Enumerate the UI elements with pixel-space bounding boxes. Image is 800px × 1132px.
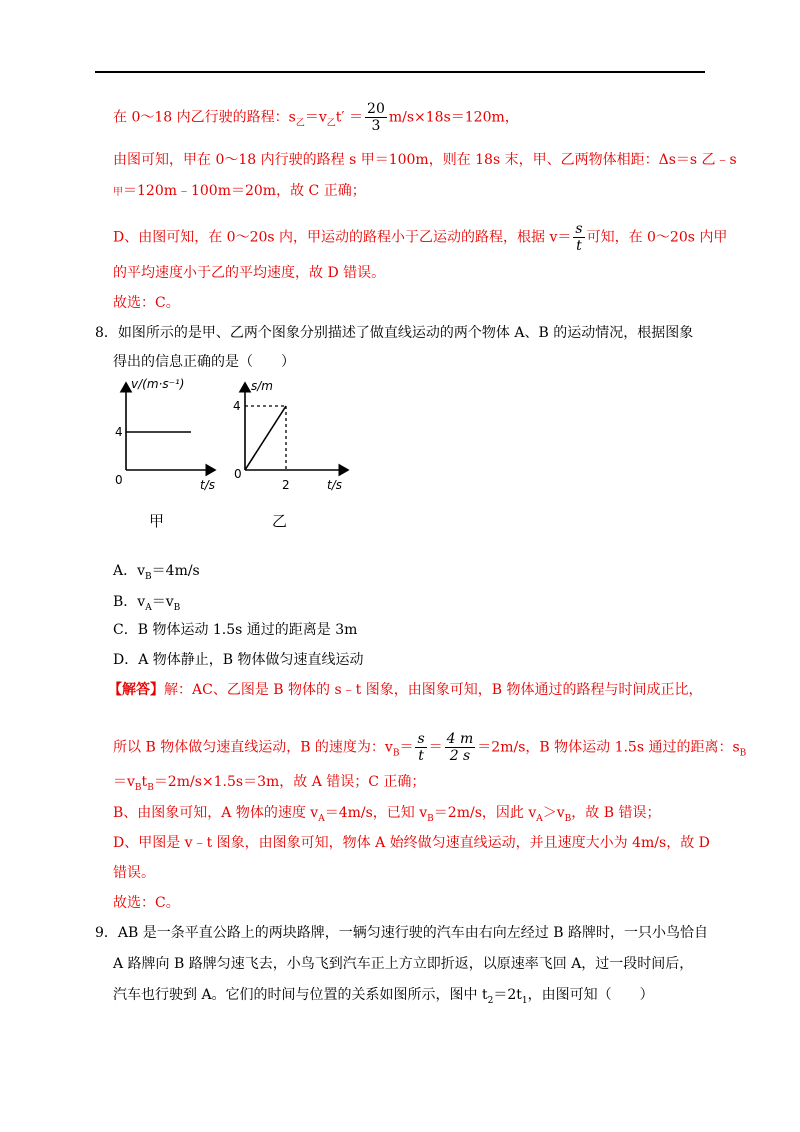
yi-x-tick: 2	[282, 478, 290, 492]
fraction-20-3: $\frac{20}{3}$	[367, 101, 385, 134]
yi-distance-line	[245, 406, 286, 470]
option-b: B．$v_A=v_B$	[113, 594, 181, 613]
fraction-4m-over-2s: $\frac{4 m}{2 s}$	[446, 731, 474, 764]
yi-caption: 乙	[272, 512, 288, 530]
jia-y-label: v/(m·s⁻¹)	[131, 378, 185, 391]
jia-y-tick: 4	[115, 425, 123, 439]
graph-jia	[105, 378, 225, 533]
option-c: C．B 物体运动 1.5s 通过的距离是 3m	[113, 622, 358, 638]
answer-line-1: 【解答】解：AC、乙图是 B 物体的 s﹣t 图象，由图象可知，B 物体通过的路程与时间成正比，	[108, 682, 703, 698]
yi-y-tick: 4	[233, 399, 241, 413]
answer-line-3: $=v_Bt_B=2m/s\times 1.5s=3m$，故 A 错误；C 正确；	[113, 774, 426, 793]
option-d: D．A 物体静止，B 物体做匀速直线运动	[113, 652, 364, 668]
solution-line-2: 由图可知，甲在 0～18 内行驶的路程 s 甲＝100m，则在 18s 末，甲、乙两物体相距：Δs＝s 乙﹣s	[113, 152, 737, 168]
q9-line-2: A 路牌向 B 路牌匀速飞去，小鸟飞到汽车正上方立即折返，以原速率飞回 A，过一段时间后，	[113, 956, 694, 972]
q9-line-1: 9．AB 是一条平直公路上的两块路牌，一辆匀速行驶的汽车由右向左经过 B 路牌时，一只小鸟恰自	[95, 925, 708, 941]
answer-line-4: B、由图象可知，A 物体的速度 $v_A=4m/s$，已知 $v_B=2m/s$，因此 $v_A>v_B$，故 B 错误；	[113, 805, 661, 824]
graph-yi	[228, 378, 358, 533]
jia-origin: 0	[115, 473, 123, 487]
answer-tag: 【解答】	[108, 682, 164, 698]
jia-caption: 甲	[149, 512, 165, 530]
solution-line-6: 故选：C。	[113, 295, 180, 311]
q9-line-3: 汽车也行驶到 A。它们的时间与位置的关系如图所示，图中 $t_2=2t_1$，由图可知（ ）	[113, 987, 654, 1006]
answer-line-6: 错误。	[113, 865, 155, 881]
option-a: A．$v_B=4m/s$	[113, 563, 200, 582]
header-rule	[95, 71, 705, 73]
solution-line-5: 的平均速度小于乙的平均速度，故 D 错误。	[113, 265, 386, 281]
q8-line-1: 8．如图所示的是甲、乙两个图象分别描述了做直线运动的两个物体 A、B 的运动情况，根据图象	[95, 325, 694, 341]
fraction-s-t: $\frac{s}{t}$	[575, 221, 583, 254]
jia-x-label: t/s	[200, 478, 215, 492]
yi-y-label: s/m	[251, 379, 273, 393]
solution-line-3: 甲＝120m﹣100m＝20m，故 C 正确；	[113, 183, 366, 199]
answer-line-5: D、甲图是 v﹣t 图象，由图象可知，物体 A 始终做匀速直线运动，并且速度大小为 4m/s，故 D	[113, 835, 710, 851]
yi-origin: 0	[234, 467, 242, 481]
q8-line-2: 得出的信息正确的是（ ）	[113, 354, 295, 370]
yi-x-label: t/s	[327, 478, 342, 492]
solution-line-4: D、由图可知，在 0～20s 内，甲运动的路程小于乙运动的路程，根据 v＝ $\frac{s}{t}$ 可知，在 0～20s 内甲	[113, 221, 728, 254]
fraction-s-over-t: $\frac{s}{t}$	[417, 731, 425, 764]
answer-line-2: 所以 B 物体做匀速直线运动，B 的速度为：$v_B=$ $\frac{s}{t}$ ＝ $\frac{4 m}{2 s}$ ＝2m/s，B 物体运动 1.5s 通过的距离：$s_B$	[113, 731, 747, 764]
solution-line-1: 在 0～18 内乙行驶的路程：$s_乙=v_乙t'$ ＝ $\frac{20}{3}$ m/s×18s＝120m，	[113, 101, 519, 134]
answer-line-7: 故选：C。	[113, 895, 180, 911]
